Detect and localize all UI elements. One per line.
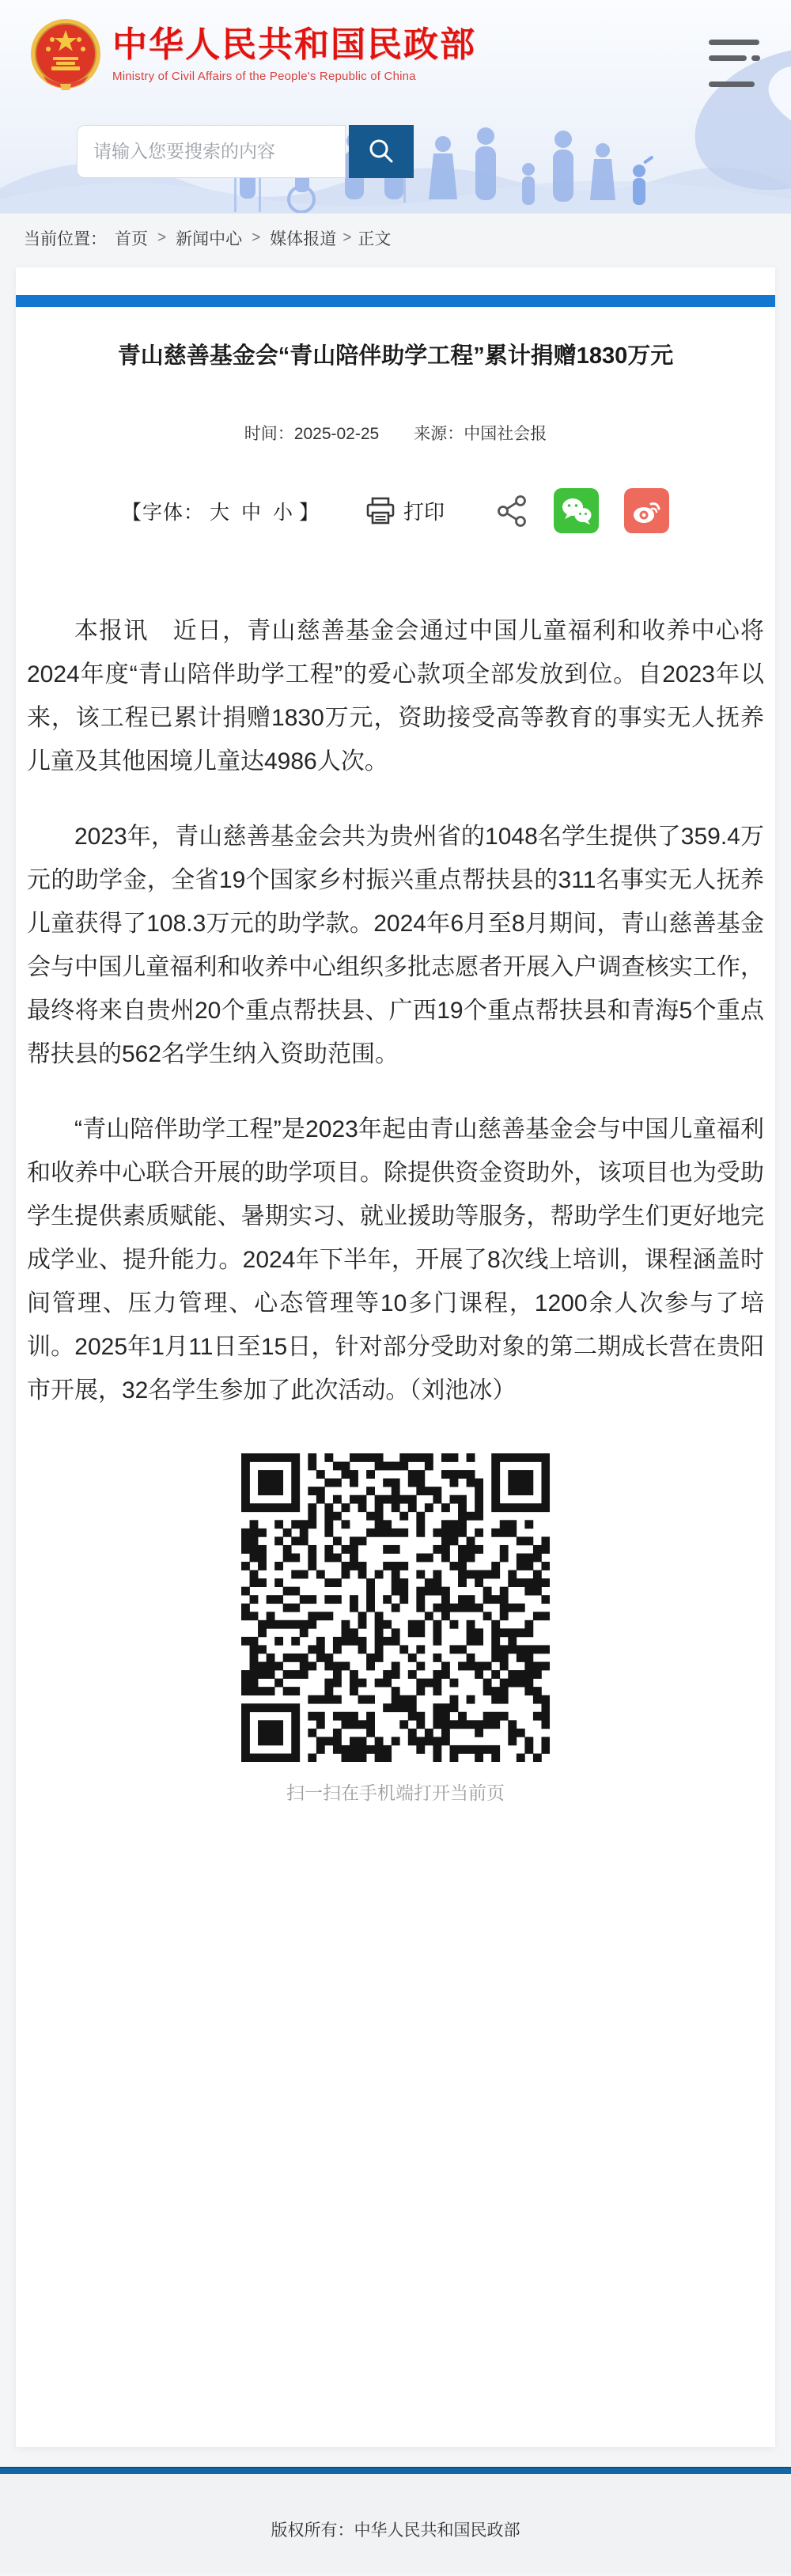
- print-button[interactable]: [365, 496, 445, 525]
- source-label: 来源：: [414, 425, 464, 444]
- source-value: 中国社会报: [464, 425, 547, 444]
- breadcrumb-separator: >: [157, 229, 167, 246]
- qr-code-section: [16, 1453, 775, 1805]
- breadcrumb-separator: >: [252, 229, 261, 246]
- breadcrumb-item-media-reports[interactable]: 媒体报道: [270, 230, 337, 248]
- footer-accent-bar: [0, 2467, 791, 2474]
- search-bar: [77, 125, 414, 178]
- font-label: 【字体：: [121, 501, 204, 524]
- print-label: 打印: [403, 500, 445, 525]
- site-title: 中华人民共和国民政部: [112, 25, 476, 65]
- article-card: [16, 267, 775, 2447]
- font-size-control: [122, 497, 320, 525]
- wechat-share-button[interactable]: [554, 488, 599, 533]
- copyright-text: 版权所有：中华人民共和国民政部: [271, 2521, 520, 2540]
- wechat-icon: [559, 495, 594, 527]
- font-size-large-button[interactable]: 大: [209, 501, 230, 524]
- article-body: [16, 609, 775, 1412]
- breadcrumb-label: 当前位置：: [24, 230, 107, 248]
- article-toolbar: [16, 488, 775, 533]
- font-size-small-button[interactable]: 小: [273, 501, 294, 524]
- qr-caption: 扫一扫在手机端打开当前页: [286, 1782, 505, 1804]
- breadcrumb-item-home[interactable]: 首页: [115, 230, 148, 248]
- time-label: 时间：: [244, 425, 294, 444]
- national-emblem-logo: [28, 17, 103, 92]
- breadcrumb: [0, 214, 791, 263]
- font-label-end: 】: [299, 501, 320, 524]
- site-header: [0, 0, 791, 214]
- breadcrumb-separator: >: [343, 229, 352, 246]
- search-button[interactable]: [349, 125, 414, 178]
- search-input[interactable]: [77, 125, 346, 178]
- breadcrumb-item-news-center[interactable]: 新闻中心: [176, 230, 243, 248]
- article-paragraph: “青山陪伴助学工程”是2023年起由青山慈善基金会与中国儿童福利和收养中心联合开展的助学项目。除提供资金资助外，该项目也为受助学生提供素质赋能、暑期实习、就业援助等服务，帮助学生们更好地完成学业、提升能力。2024年下半年，开展了8次线上培训，课程涵盖时间管理、压力管理、心态管理等10多门课程，1200余人次参与了培训。2025年1月11日至15日，针对部分受助对象的第二期成长营在贵阳市开展，32名学生参加了此次活动。（刘池冰）: [27, 1116, 764, 1404]
- weibo-icon: [630, 496, 664, 526]
- breadcrumb-item-current: 正文: [358, 230, 392, 248]
- hamburger-menu-icon[interactable]: [709, 40, 761, 84]
- share-button[interactable]: [497, 494, 528, 528]
- site-subtitle: Ministry of Civil Affairs of the People's Republic of China: [112, 69, 416, 83]
- qr-code-image: [241, 1453, 550, 1762]
- card-top-accent-bar: [16, 295, 775, 307]
- article-paragraph: 本报讯 近日，青山慈善基金会通过中国儿童福利和收养中心将2024年度“青山陪伴助学工程”的爱心款项全部发放到位。自2023年以来，该工程已累计捐赠1830万元，资助接受高等教育的事实无人抚养儿童及其他困境儿童达4986人次。: [27, 618, 764, 775]
- search-icon: [366, 137, 396, 167]
- time-value: 2025-02-25: [293, 425, 380, 444]
- site-brand[interactable]: [28, 17, 476, 92]
- page-footer: [0, 2467, 791, 2573]
- share-nodes-icon: [497, 494, 528, 528]
- printer-icon: [365, 497, 396, 525]
- weibo-share-button[interactable]: [624, 488, 669, 533]
- article-paragraph: 2023年，青山慈善基金会共为贵州省的1048名学生提供了359.4万元的助学金，全省19个国家乡村振兴重点帮扶县的311名事实无人抚养儿童获得了108.3万元的助学款。2024年6月至8月期间，青山慈善基金会与中国儿童福利和收养中心组织多批志愿者开展入户调查核实工作，最终将来自贵州20个重点帮扶县、广西19个重点帮扶县和青海5个重点帮扶县的562名学生纳入资助范围。: [27, 824, 764, 1068]
- font-size-medium-button[interactable]: 中: [240, 501, 262, 524]
- article-title: 青山慈善基金会“青山陪伴助学工程”累计捐赠1830万元: [117, 343, 674, 369]
- article-meta: [16, 421, 775, 445]
